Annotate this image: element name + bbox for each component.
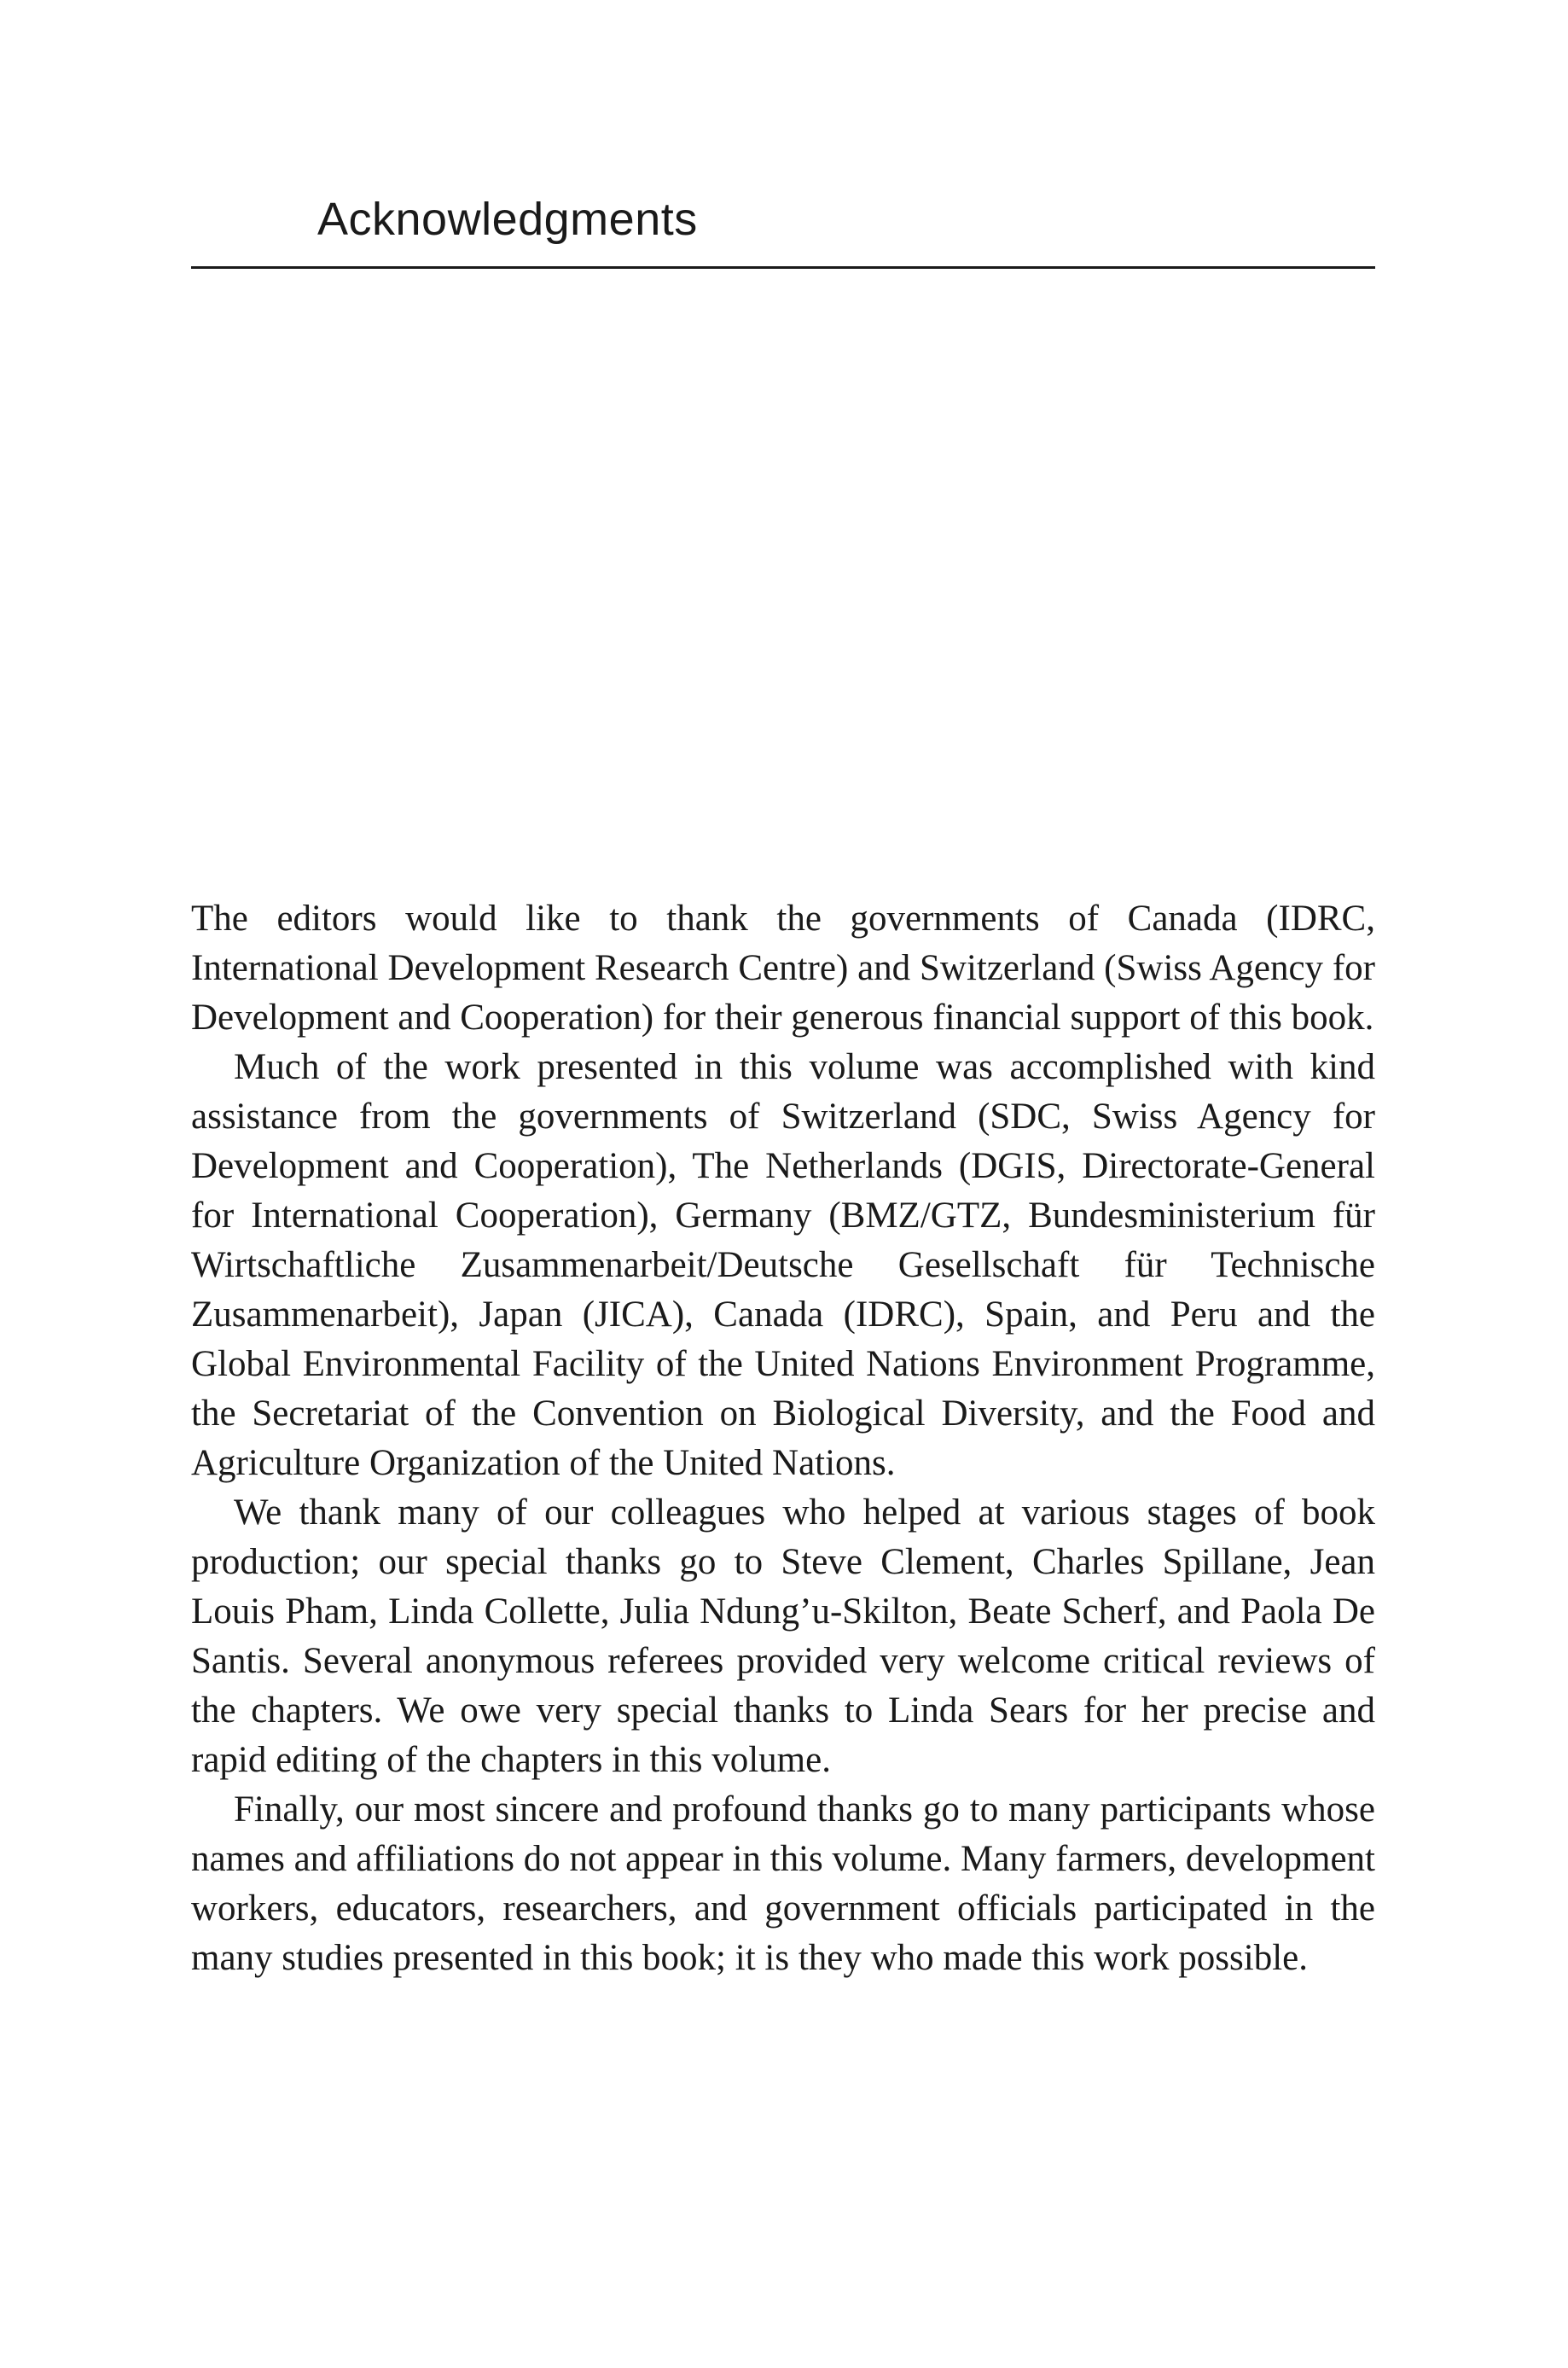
chapter-title: Acknowledgments bbox=[317, 194, 698, 245]
paragraph-funding: The editors would like to thank the governments of Canada (IDRC, International Development Research Centre) and Switzerland (Swiss Agency for Development and Cooperation) for their generous financial support of this book. bbox=[191, 899, 1375, 1038]
paragraph-participants: Finally, our most sincere and profound thanks go to many participants whose names and affiliations do not appear in this volume. Many farmers, development workers, educators, researchers, and government officials participated in the many studies presented in this book; it is they who made this work possible. bbox=[191, 1789, 1375, 1978]
paragraph-assistance: Much of the work presented in this volume was accomplished with kind assistance from the governments of Switzerland (SDC, Swiss Agency for Development and Cooperation), The Netherlands (DGIS, Directorate-General for International Cooperation), Germany (BMZ/GTZ, Bundesministerium für Wirtschaftliche Zusammenarbeit/Deutsche Gesellschaft für Technische Zusammenarbeit), Japan (JICA), Canada (IDRC), Spain, and Peru and the Global Environmental Facility of the United Nations Environment Programme, the Secretariat of the Convention on Biological Diversity, and the Food and Agriculture Organization of the United Nations. bbox=[191, 1047, 1375, 1483]
acknowledgments-body bbox=[191, 894, 1375, 1983]
paragraph-colleagues: We thank many of our colleagues who helped at various stages of book production; our special thanks go to Steve Clement, Charles Spillane, Jean Louis Pham, Linda Collette, Julia Ndung’u-Skilton, Beate Scherf, and Paola De Santis. Several anonymous referees provided very welcome critical reviews of the chapters. We owe very special thanks to Linda Sears for her precise and rapid editing of the chapters in this volume. bbox=[191, 1492, 1375, 1780]
heading-rule bbox=[191, 266, 1375, 269]
